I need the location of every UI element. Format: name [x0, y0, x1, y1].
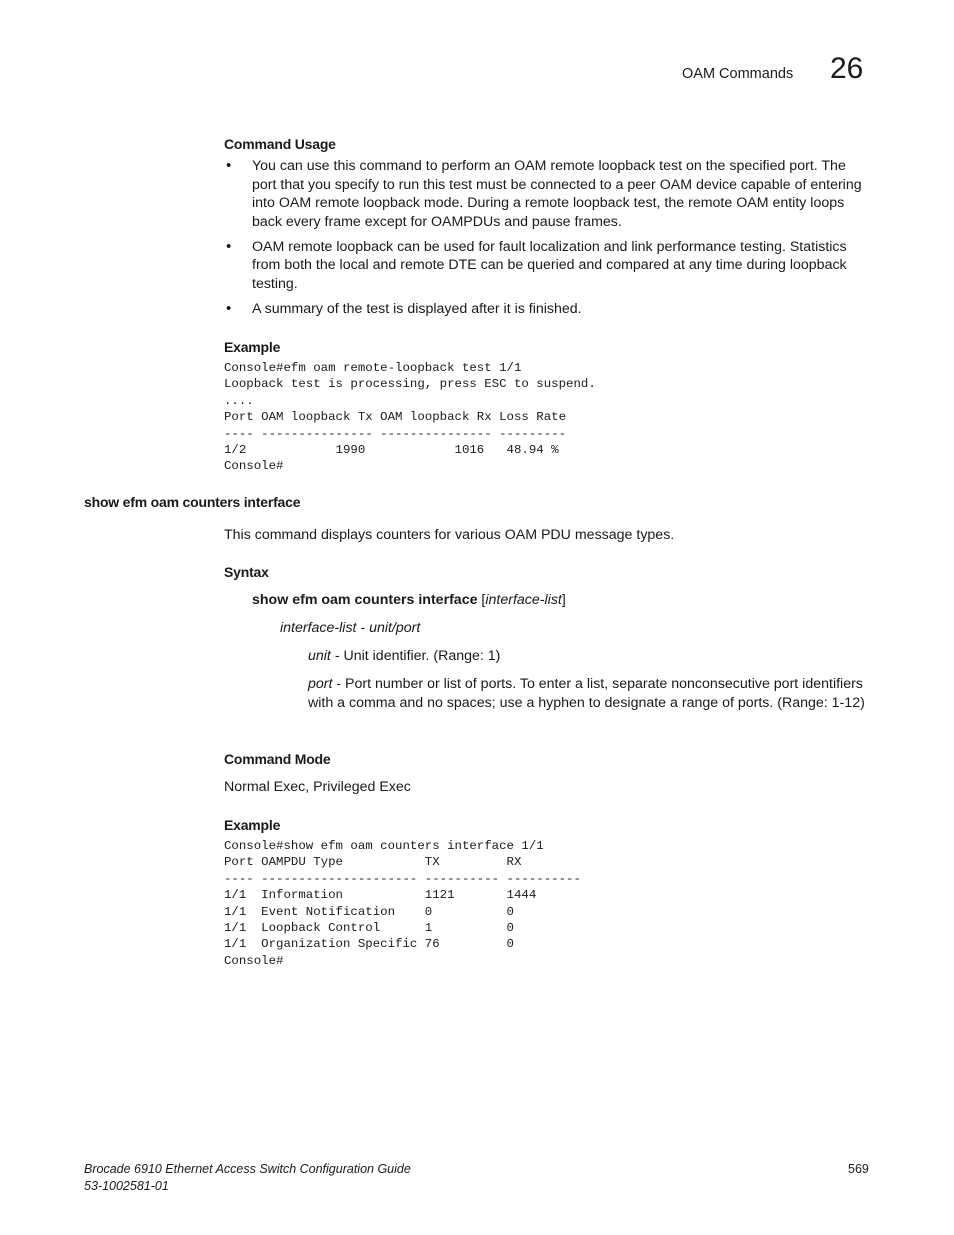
example-heading: Example — [224, 817, 281, 833]
chapter-number: 26 — [830, 52, 864, 85]
unit-description: - Unit identifier. (Range: 1) — [330, 648, 501, 664]
syntax-bracket-open: [ — [477, 592, 486, 608]
footer-doc-number: 53-1002581-01 — [84, 1179, 169, 1193]
running-header-section: OAM Commands — [682, 66, 794, 82]
parameter-definition: interface-list - unit/port — [280, 620, 421, 636]
syntax-line — [252, 591, 566, 610]
list-item: • You can use this command to perform an OAM remote loopback test on the specified port. The port that you specify to run this test must be connected to a peer OAM device capable of entering into OAM remote loopback mode. During a remote loopback test, the remote OAM entity loops back every frame except for OAMPDUs and pause frames. — [224, 157, 874, 231]
command-usage-list — [224, 157, 874, 325]
command-mode-text: Normal Exec, Privileged Exec — [224, 779, 411, 795]
port-definition — [308, 675, 874, 712]
unit-definition — [308, 647, 500, 666]
footer-doc-title: Brocade 6910 Ethernet Access Switch Configuration Guide — [84, 1162, 411, 1176]
list-item: • A summary of the test is displayed after it is finished. — [224, 300, 874, 319]
command-usage-heading: Command Usage — [224, 136, 336, 152]
syntax-heading: Syntax — [224, 564, 269, 580]
example-code-block: Console#efm oam remote-loopback test 1/1 Loopback test is processing, press ESC to suspend. .... Port OAM loopback Tx OAM loopback Rx Loss Rate ---- --------------- --------------- --------- 1/2 1990 1016 48.94 % Console# — [224, 361, 596, 474]
unit-term: unit — [308, 648, 331, 664]
syntax-bracket-close: ] — [561, 592, 566, 608]
syntax-parameter: interface-list — [485, 592, 562, 608]
example-code-block: Console#show efm oam counters interface 1/1 Port OAMPDU Type TX RX ---- --------------------- ---------- ---------- 1/1 Information 1121 1444 1/1 Event Notification 0 0 1/1 Loopback Control 1 0 1/1 Organization Specific 76 0 Console# — [224, 839, 581, 968]
example-heading: Example — [224, 339, 281, 355]
command-mode-heading: Command Mode — [224, 751, 331, 767]
syntax-command: show efm oam counters interface — [252, 592, 478, 608]
port-description: - Port number or list of ports. To enter a list, separate nonconsecutive port identifiers with a comma and no spaces; use a hyphen to designate a range of ports. (Range: 1-12) — [308, 676, 865, 711]
footer-page-number: 569 — [848, 1162, 869, 1176]
list-item: • OAM remote loopback can be used for fault localization and link performance testing. Statistics from both the local and remote DTE can be queried and compared at any time during loopback testing. — [224, 238, 874, 294]
port-term: port — [308, 676, 333, 692]
command-title: show efm oam counters interface — [84, 494, 301, 510]
command-description: This command displays counters for various OAM PDU message types. — [224, 527, 675, 543]
